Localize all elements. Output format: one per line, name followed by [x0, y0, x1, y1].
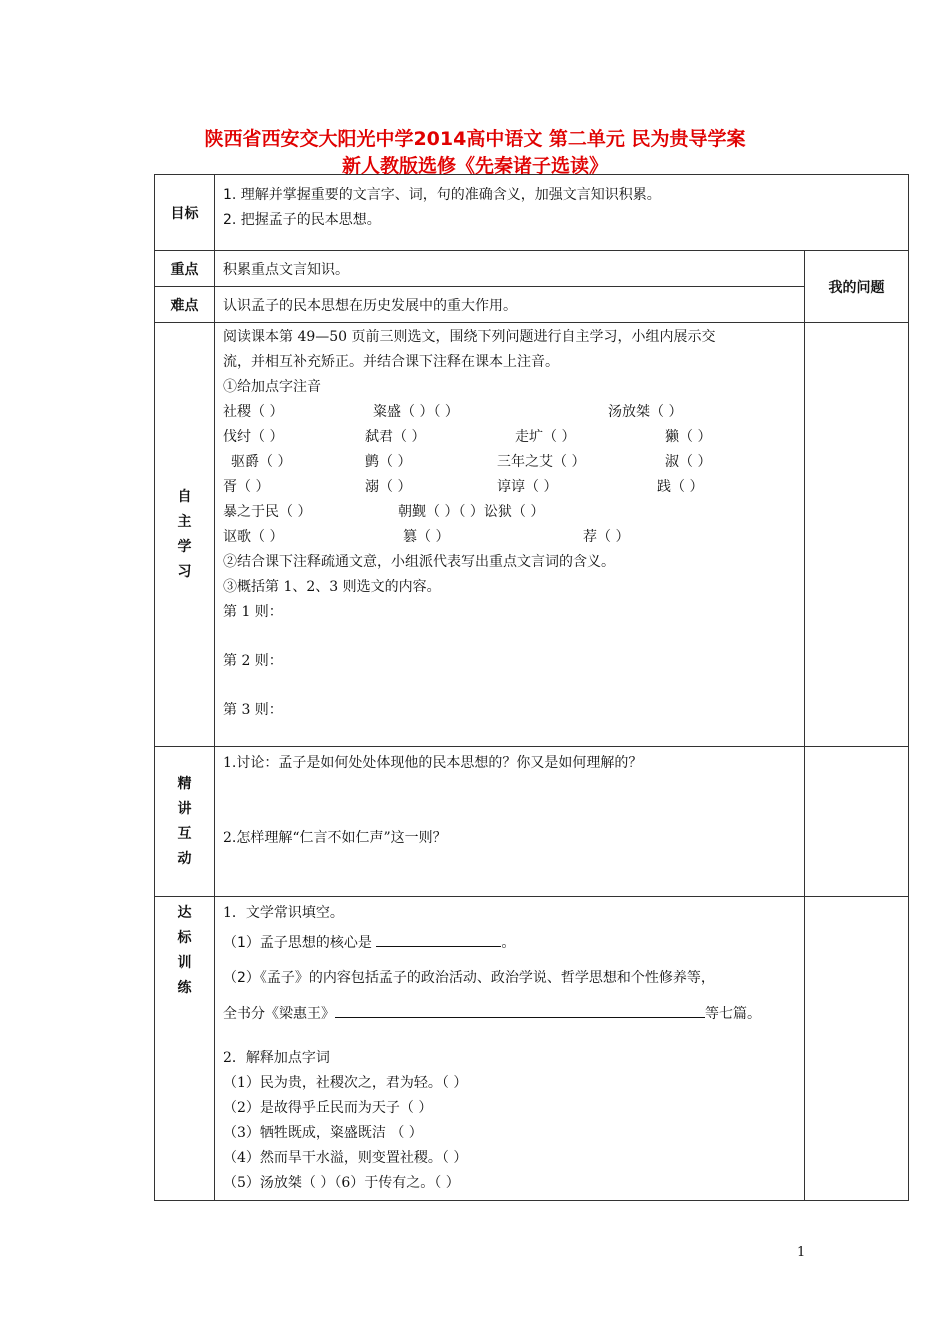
training-label-char: 达 [177, 905, 192, 921]
pinyin-item: 驱爵（ ） [231, 454, 292, 470]
section-1: 第 1 则： [223, 604, 283, 620]
goal-item-1: 1. 理解并掌握重要的文言字、词，句的准确含义，加强文言知识积累。 [223, 187, 661, 203]
focus-text: 积累重点文言知识。 [223, 261, 349, 278]
intro-line-1: 阅读课本第 49—50 页前三则选文，围绕下列问题进行自主学习，小组内展示交 [223, 329, 716, 345]
goal-content [215, 175, 909, 251]
self-study-content [215, 323, 805, 747]
pinyin-item: 溺（ ） [365, 479, 412, 495]
focus-label: 重点 [155, 251, 215, 287]
self-study-row [155, 323, 909, 747]
pinyin-item: 三年之艾（ ） [497, 454, 586, 470]
difficulty-label: 难点 [155, 287, 215, 323]
discussion-question-2: 2.怎样理解“仁言不如仁声”这一则？ [223, 830, 447, 846]
pinyin-item: 汤放桀（ ） [608, 404, 683, 420]
task-2: ②结合课下注释疏通文意，小组派代表写出重点文言词的含义。 [223, 554, 615, 570]
pinyin-item: 伐纣（ ） [223, 429, 284, 445]
training-p2-item: （1）民为贵，社稷次之，君为轻。（ ） [223, 1075, 468, 1091]
training-label-char: 训 [177, 955, 192, 971]
difficulty-text: 认识孟子的民本思想在历史发展中的重大作用。 [223, 297, 517, 314]
focus-row [155, 251, 909, 287]
pinyin-item: 獭（ ） [665, 429, 712, 445]
pinyin-item: 社稷（ ） [223, 404, 284, 420]
self-study-label-char: 主 [177, 513, 192, 530]
discussion-label-char: 讲 [177, 800, 192, 817]
pinyin-item: 暴之于民（ ） [223, 504, 312, 520]
fill-blank[interactable] [335, 1001, 705, 1018]
section-3: 第 3 则： [223, 702, 283, 718]
self-study-label-char: 自 [177, 488, 192, 505]
page-number: 1 [797, 1245, 806, 1260]
task-3: ③概括第 1、2、3 则选文的内容。 [223, 579, 441, 595]
self-study-label-char: 学 [177, 538, 192, 555]
p1-item1-text: （1）孟子思想的核心是 [223, 935, 372, 951]
training-part-1-title: 1．文学常识填空。 [223, 905, 344, 921]
pinyin-row-5 [223, 500, 796, 525]
discussion-label-char: 精 [177, 775, 192, 792]
training-label-char: 标 [177, 930, 192, 946]
intro-line-2: 流，并相互补充矫正。并结合课下注释在课本上注音。 [223, 354, 559, 370]
training-notes [805, 897, 909, 1201]
difficulty-content [215, 287, 805, 323]
p1-item1-suffix: 。 [501, 935, 516, 951]
fill-blank[interactable] [376, 930, 501, 947]
pinyin-item: 荐（ ） [583, 529, 630, 545]
pinyin-item: 讴歌（ ） [223, 529, 284, 545]
pinyin-item: 篡（ ） [403, 529, 450, 545]
pinyin-item: 淑（ ） [665, 454, 712, 470]
training-part-2-title: 2．解释加点字词 [223, 1050, 330, 1066]
study-plan-table [154, 174, 909, 1201]
training-p1-item-2-line2 [223, 996, 796, 1032]
training-p2-item: （3）牺牲既成，粢盛既洁 （ ） [223, 1125, 423, 1141]
discussion-notes [805, 747, 909, 897]
p1-item2-text: 全书分《梁惠王》 [223, 1006, 335, 1022]
my-question-label: 我的问题 [805, 251, 909, 323]
task-1: ①给加点字注音 [223, 379, 321, 395]
focus-content [215, 251, 805, 287]
training-label [155, 897, 215, 1201]
discussion-label-char: 动 [177, 850, 192, 867]
self-study-label [155, 323, 215, 747]
pinyin-item: 鹯（ ） [365, 454, 412, 470]
discussion-content [215, 747, 805, 897]
discussion-label-char: 互 [177, 825, 192, 842]
pinyin-item: 弑君（ ） [365, 429, 426, 445]
self-study-notes [805, 323, 909, 747]
pinyin-item: 粢盛（ ）（ ） [373, 404, 459, 420]
goal-item-2: 2. 把握孟子的民本思想。 [223, 212, 381, 228]
document-title-line2: 新人教版选修《先秦诸子选读》 [341, 155, 608, 177]
pinyin-item: 践（ ） [657, 479, 704, 495]
pinyin-row-1 [223, 400, 796, 425]
training-p2-item: （2）是故得乎丘民而为天子（ ） [223, 1100, 433, 1116]
pinyin-item: 胥（ ） [223, 479, 270, 495]
pinyin-row-6 [223, 525, 796, 550]
discussion-label [155, 747, 215, 897]
training-row [155, 897, 909, 1201]
training-p2-item: （5）汤放桀（ ）（6）于传有之。（ ） [223, 1175, 460, 1191]
pinyin-item: 谆谆（ ） [497, 479, 558, 495]
training-label-char: 练 [177, 980, 192, 996]
training-p1-item-2-line1: （2）《孟子》的内容包括孟子的政治活动、政治学说、哲学思想和个性修养等， [223, 970, 715, 986]
pinyin-row-4 [223, 475, 796, 500]
discussion-row [155, 747, 909, 897]
discussion-question-1: 1.讨论：孟子是如何处处体现他的民本思想的？你又是如何理解的？ [223, 755, 643, 771]
training-content [215, 897, 805, 1201]
p1-item2-suffix: 等七篇。 [705, 1006, 761, 1022]
pinyin-item: 朝觐（ ）（ ）讼狱（ ） [398, 504, 545, 520]
self-study-label-char: 习 [177, 563, 192, 580]
training-p1-item-1 [223, 926, 796, 960]
training-p2-item: （4）然而旱干水溢，则变置社稷。（ ） [223, 1150, 468, 1166]
goal-row [155, 175, 909, 251]
section-2: 第 2 则： [223, 653, 283, 669]
pinyin-row-3 [223, 450, 796, 475]
goal-label: 目标 [155, 175, 215, 251]
document-title-line1: 陕西省西安交大阳光中学2014高中语文 第二单元 民为贵导学案 [204, 128, 746, 150]
pinyin-row-2 [223, 425, 796, 450]
pinyin-item: 走圹（ ） [515, 429, 576, 445]
difficulty-row [155, 287, 909, 323]
